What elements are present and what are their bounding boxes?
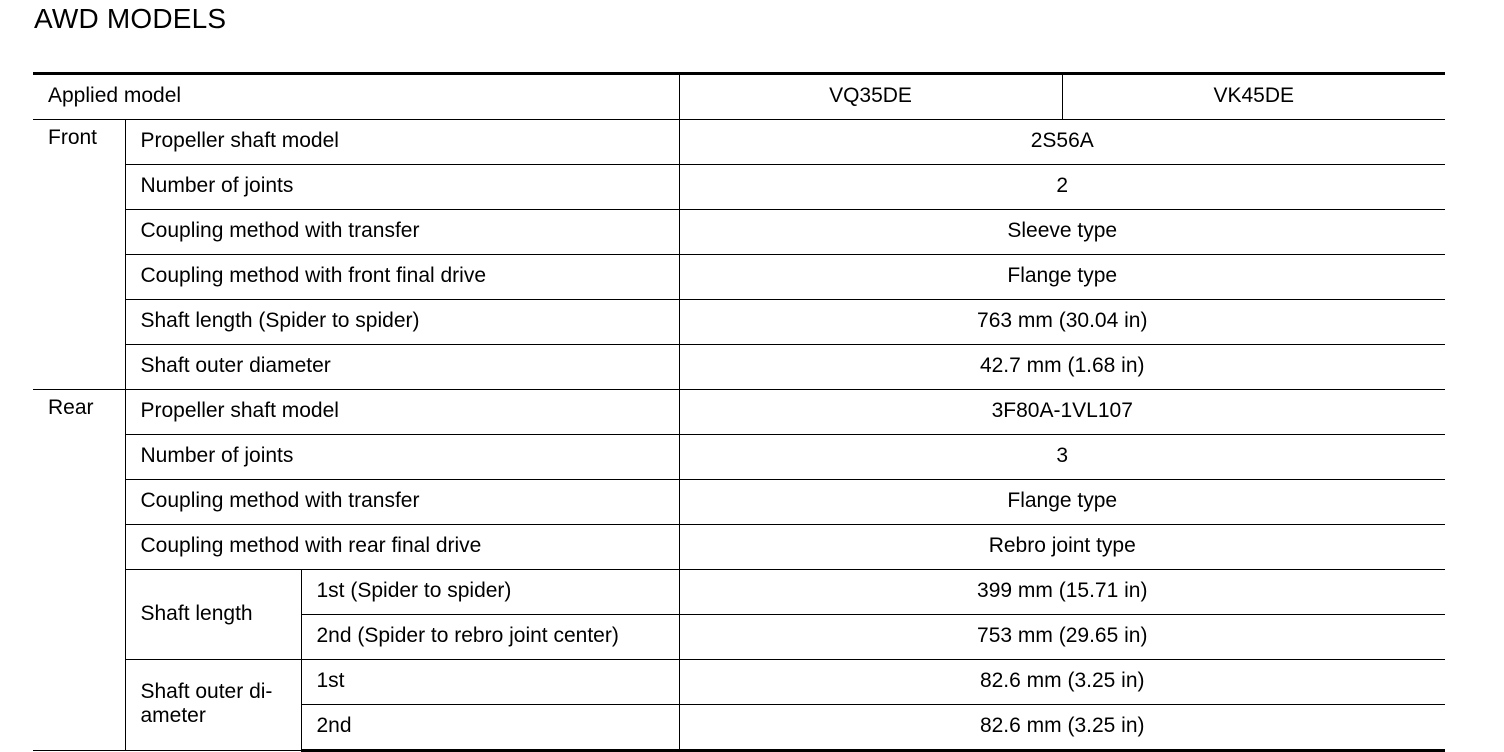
awd-spec-table xyxy=(33,72,1445,752)
row-subitem: 2nd xyxy=(301,705,679,751)
table-row xyxy=(33,300,1445,345)
row-item: Coupling method with transfer xyxy=(125,210,679,255)
row-value: Rebro joint type xyxy=(679,525,1445,570)
row-value: 763 mm (30.04 in) xyxy=(679,300,1445,345)
shaft-length-label: Shaft length xyxy=(125,570,301,660)
table-row xyxy=(33,255,1445,300)
row-value: Sleeve type xyxy=(679,210,1445,255)
table-row xyxy=(33,165,1445,210)
table-row xyxy=(33,390,1445,435)
row-item: Coupling method with front final drive xyxy=(125,255,679,300)
table-row xyxy=(33,570,1445,615)
row-value: Flange type xyxy=(679,255,1445,300)
table-row xyxy=(33,345,1445,390)
row-value: 399 mm (15.71 in) xyxy=(679,570,1445,615)
row-value: 753 mm (29.65 in) xyxy=(679,615,1445,660)
row-item: Shaft length (Spider to spider) xyxy=(125,300,679,345)
front-category: Front xyxy=(33,120,125,390)
table-header-row xyxy=(33,74,1445,120)
row-value: 2S56A xyxy=(679,120,1445,165)
row-subitem: 2nd (Spider to rebro joint center) xyxy=(301,615,679,660)
model-vk45de: VK45DE xyxy=(1062,74,1445,120)
page-title: AWD MODELS xyxy=(34,3,227,34)
table-row xyxy=(33,525,1445,570)
table-row xyxy=(33,210,1445,255)
table-row xyxy=(33,435,1445,480)
row-item: Propeller shaft model xyxy=(125,120,679,165)
row-value: 42.7 mm (1.68 in) xyxy=(679,345,1445,390)
label-line: ameter xyxy=(140,704,206,727)
row-item: Number of joints xyxy=(125,435,679,480)
applied-model-label: Applied model xyxy=(33,74,679,120)
table-row xyxy=(33,660,1445,705)
row-value: 3 xyxy=(679,435,1445,480)
row-subitem: 1st (Spider to spider) xyxy=(301,570,679,615)
row-value: 3F80A-1VL107 xyxy=(679,390,1445,435)
table-row xyxy=(33,480,1445,525)
rear-category: Rear xyxy=(33,390,125,751)
table-row xyxy=(33,120,1445,165)
row-value: 82.6 mm (3.25 in) xyxy=(679,660,1445,705)
label-line: Shaft outer di- xyxy=(140,680,273,703)
row-item: Propeller shaft model xyxy=(125,390,679,435)
row-item: Coupling method with transfer xyxy=(125,480,679,525)
model-vq35de: VQ35DE xyxy=(679,74,1062,120)
row-value: 82.6 mm (3.25 in) xyxy=(679,705,1445,751)
row-value: Flange type xyxy=(679,480,1445,525)
row-item: Coupling method with rear final drive xyxy=(125,525,679,570)
row-value: 2 xyxy=(679,165,1445,210)
row-item: Shaft outer diameter xyxy=(125,345,679,390)
shaft-outer-diameter-label xyxy=(125,660,301,751)
row-subitem: 1st xyxy=(301,660,679,705)
row-item: Number of joints xyxy=(125,165,679,210)
